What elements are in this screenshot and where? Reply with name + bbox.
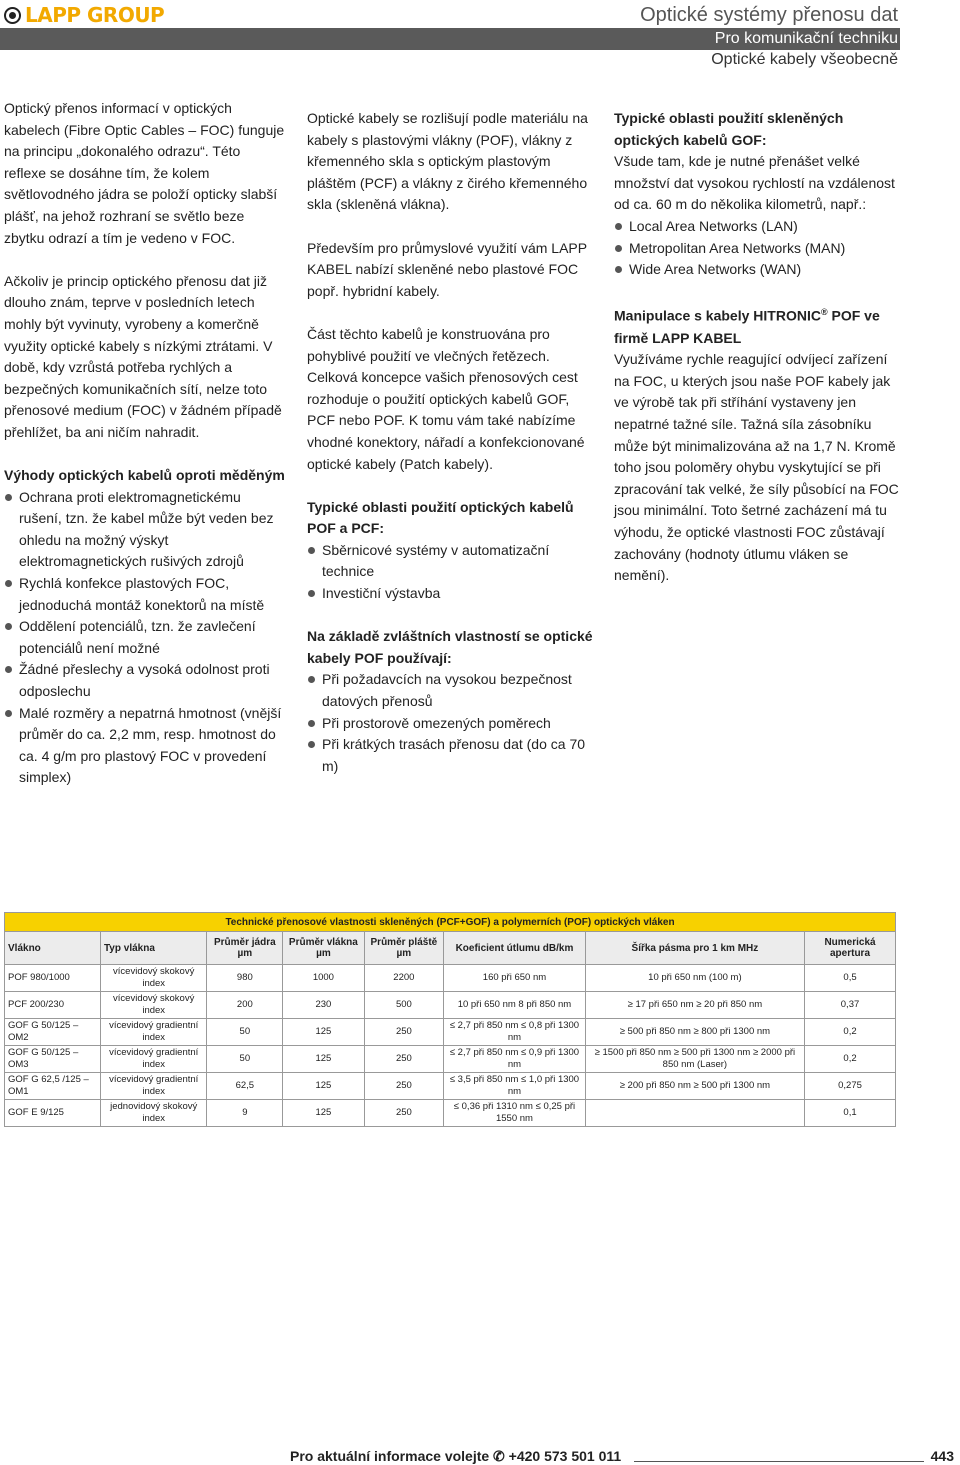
properties-table bbox=[4, 912, 896, 1127]
page-number: 443 bbox=[930, 1448, 954, 1464]
list-item: Metropolitan Area Networks (MAN) bbox=[614, 238, 900, 260]
section-heading: Typické oblasti použití skleněných optických kabelů GOF: bbox=[614, 110, 844, 148]
heading-part: Manipulace s kabely HITRONIC bbox=[614, 308, 821, 324]
table-cell: vícevidový gradientní index bbox=[100, 1019, 207, 1046]
table-cell: 160 při 650 nm bbox=[444, 965, 586, 992]
table-cell: POF 980/1000 bbox=[5, 965, 101, 992]
table-row bbox=[5, 1073, 896, 1100]
table-cell: 125 bbox=[283, 1019, 364, 1046]
table-cell: jednovidový skokový index bbox=[100, 1100, 207, 1127]
bullet-list bbox=[307, 669, 597, 777]
table-cell: 1000 bbox=[283, 965, 364, 992]
table-title: Technické přenosové vlastnosti skleněných (PCF+GOF) a polymerních (POF) optických vláken bbox=[5, 913, 896, 932]
paragraph: Optické kabely se rozlišují podle materiálu na kabely s plastovými vlákny (POF), vlákny z křemenného skla s optickým plastovým pláštěm (PCF) a vlákny z čirého křemenného skla (skleněná vlákna). bbox=[307, 110, 588, 213]
table-cell: vícevidový skokový index bbox=[100, 992, 207, 1019]
list-item: Žádné přeslechy a vysoká odolnost proti odposlechu bbox=[4, 659, 286, 702]
table-cell: 10 při 650 nm 8 při 850 nm bbox=[444, 992, 586, 1019]
bullet-list bbox=[307, 540, 597, 605]
paragraph: Ačkoliv je princip optického přenosu dat již dlouho znám, teprve v posledních letech mohly být vyvinuty, vyrobeny a komerčně využity optické kabely s nízkými ztrátami. V době, kdy vzrůstá potřeba rychlých a bezpečných komunikačních sítí, nelze toto přenosové medium (FOC) v žádném případě přehlížet, ba ani ničím nahradit. bbox=[4, 272, 282, 440]
table-cell: 0,275 bbox=[805, 1073, 896, 1100]
page-subtitle: Pro komunikační techniku bbox=[714, 30, 898, 47]
table-row bbox=[5, 1046, 896, 1073]
table-cell: 230 bbox=[283, 992, 364, 1019]
table-row bbox=[5, 1019, 896, 1046]
table-cell: ≤ 0,36 při 1310 nm ≤ 0,25 při 1550 nm bbox=[444, 1100, 586, 1127]
list-item: Při požadavcích na vysokou bezpečnost datových přenosů bbox=[307, 669, 597, 712]
table-row bbox=[5, 965, 896, 992]
lapp-group-logo bbox=[4, 3, 164, 27]
table-cell bbox=[585, 1100, 804, 1127]
list-item: Investiční výstavba bbox=[307, 583, 597, 605]
column-header: Vlákno bbox=[5, 932, 101, 965]
section-heading: Na základě zvláštních vlastností se optické kabely POF používají: bbox=[307, 628, 593, 666]
table-cell: 0,5 bbox=[805, 965, 896, 992]
column-left bbox=[4, 98, 286, 811]
list-item: Local Area Networks (LAN) bbox=[614, 216, 900, 238]
column-middle bbox=[307, 108, 597, 799]
table-cell: 980 bbox=[207, 965, 283, 992]
logo-icon bbox=[4, 7, 21, 24]
table-cell: 0,2 bbox=[805, 1046, 896, 1073]
table-cell: ≥ 200 při 850 nm ≥ 500 při 1300 nm bbox=[585, 1073, 804, 1100]
table-cell: ≤ 2,7 při 850 nm ≤ 0,9 při 1300 nm bbox=[444, 1046, 586, 1073]
list-item: Rychlá konfekce plastových FOC, jednoduchá montáž konektorů na místě bbox=[4, 573, 286, 616]
table-cell: 125 bbox=[283, 1100, 364, 1127]
table-row bbox=[5, 1100, 896, 1127]
table-cell: ≥ 500 při 850 nm ≥ 800 při 1300 nm bbox=[585, 1019, 804, 1046]
list-item: Při prostorově omezených poměrech bbox=[307, 713, 597, 735]
footer-divider bbox=[634, 1461, 924, 1462]
registered-mark: ® bbox=[820, 307, 828, 318]
bullet-list bbox=[614, 216, 900, 281]
section-heading: Výhody optických kabelů oproti měděným bbox=[4, 467, 285, 484]
table-cell: ≥ 17 při 650 nm ≥ 20 při 850 nm bbox=[585, 992, 804, 1019]
section-heading: Typické oblasti použití optických kabelů POF a PCF: bbox=[307, 498, 574, 537]
column-header: Šířka pásma pro 1 km MHz bbox=[585, 932, 804, 965]
column-right bbox=[614, 108, 900, 587]
table-cell: 500 bbox=[364, 992, 444, 1019]
paragraph: Část těchto kabelů je konstruována pro pohyblivé použití ve vlečných řetězech. Celková koncepce vašich přenosových cest rozhoduje o použití optických kabelů GOF, PCF nebo POF. K tomu vám také nabízíme vhodné konektory, nářadí a konfekcionované optické kabely (Patch kabely). bbox=[307, 325, 585, 472]
paragraph: Optický přenos informací v optických kabelech (Fibre Optic Cables – FOC) funguje na principu „dokonalého odrazu“. Této reflexe se dosáhne tím, že kolem světlovodného jádra se položí opticky slabší plášť, na jehož rozhraní se světlo beze zbytku odrazí a tím je vedeno v FOC. bbox=[4, 100, 285, 246]
page-footer bbox=[0, 1445, 960, 1465]
table-cell: ≥ 1500 při 850 nm ≥ 500 při 1300 nm ≥ 2000 při 850 nm (Laser) bbox=[585, 1046, 804, 1073]
logo-text: LAPP GROUP bbox=[25, 3, 165, 27]
column-header: Průměr pláště µm bbox=[364, 932, 444, 965]
page-header bbox=[0, 0, 960, 80]
table-cell: 50 bbox=[207, 1019, 283, 1046]
table-cell: GOF G 62,5 /125 – OM1 bbox=[5, 1073, 101, 1100]
list-item: Při krátkých trasách přenosu dat (do ca 70 m) bbox=[307, 734, 597, 777]
column-header: Průměr jádra µm bbox=[207, 932, 283, 965]
list-item: Wide Area Networks (WAN) bbox=[614, 259, 900, 281]
table-cell: 62,5 bbox=[207, 1073, 283, 1100]
table-cell: 50 bbox=[207, 1046, 283, 1073]
list-item: Oddělení potenciálů, tzn. že zavlečení potenciálů není možné bbox=[4, 616, 286, 659]
page-subtitle-secondary: Optické kabely všeobecně bbox=[711, 51, 898, 68]
table-cell: GOF E 9/125 bbox=[5, 1100, 101, 1127]
table-cell: 250 bbox=[364, 1019, 444, 1046]
list-item: Ochrana proti elektromagnetickému rušení, tzn. že kabel může být veden bez ohledu na možný výskyt elektromagnetických rušivých zdrojů bbox=[4, 487, 286, 573]
table-cell: 0,2 bbox=[805, 1019, 896, 1046]
table-cell: 125 bbox=[283, 1046, 364, 1073]
footer-contact: Pro aktuální informace volejte ✆ +420 573 501 011 bbox=[290, 1448, 622, 1464]
column-header: Typ vlákna bbox=[100, 932, 207, 965]
table-cell: 250 bbox=[364, 1100, 444, 1127]
paragraph: Využíváme rychle reagující odvíjecí zařízení na FOC, u kterých jsou naše POF kabely jak ve výrobě tak při stříhání vystaveny jen nepatrné tažné síle. Tažná síla zásobníku může být minimalizována až na 1,7 N. Kromě toho jsou poloměry ohybu vyskytující se při zpracování tak velké, že síly působící na FOC jsou minimální. Toto šetrné zacházení má tu výhodu, že optické vlastnosti FOC zůstávají zachovány (hodnoty útlumu vláken se nemění). bbox=[614, 351, 899, 584]
table-cell: 250 bbox=[364, 1073, 444, 1100]
list-item: Sběrnicové systémy v automatizační technice bbox=[307, 540, 597, 583]
table-cell: GOF G 50/125 – OM2 bbox=[5, 1019, 101, 1046]
paragraph: Především pro průmyslové využití vám LAPP KABEL nabízí skleněné nebo plastové FOC popř. hybridní kabely. bbox=[307, 239, 587, 299]
page-title: Optické systémy přenosu dat bbox=[640, 4, 898, 26]
table-cell: vícevidový skokový index bbox=[100, 965, 207, 992]
table-cell: GOF G 50/125 – OM3 bbox=[5, 1046, 101, 1073]
list-item: Malé rozměry a nepatrná hmotnost (vnější průměr do ca. 2,2 mm, resp. hmotnost do ca. 4 g/m pro plastový FOC v provedení simplex) bbox=[4, 703, 286, 789]
table-cell: 125 bbox=[283, 1073, 364, 1100]
column-header: Průměr vlákna µm bbox=[283, 932, 364, 965]
table-cell: 250 bbox=[364, 1046, 444, 1073]
table-header-row bbox=[5, 932, 896, 965]
column-header: Numerická apertura bbox=[805, 932, 896, 965]
heading-part: POF ve firmě LAPP KABEL bbox=[614, 308, 880, 346]
paragraph: Všude tam, kde je nutné přenášet velké množství dat vysokou rychlostí na vzdálenost od ca. 60 m do několika kilometrů, např.: bbox=[614, 153, 895, 213]
table-row bbox=[5, 992, 896, 1019]
column-header: Koeficient útlumu dB/km bbox=[444, 932, 586, 965]
table-cell: vícevidový gradientní index bbox=[100, 1046, 207, 1073]
section-heading bbox=[614, 302, 900, 349]
table-cell: 2200 bbox=[364, 965, 444, 992]
table-cell: 0,1 bbox=[805, 1100, 896, 1127]
table-cell: ≤ 2,7 při 850 nm ≤ 0,8 při 1300 nm bbox=[444, 1019, 586, 1046]
table-cell: 9 bbox=[207, 1100, 283, 1127]
table-cell: 10 při 650 nm (100 m) bbox=[585, 965, 804, 992]
table-cell: vícevidový gradientní index bbox=[100, 1073, 207, 1100]
table-cell: 0,37 bbox=[805, 992, 896, 1019]
table-cell: PCF 200/230 bbox=[5, 992, 101, 1019]
table-cell: ≤ 3,5 při 850 nm ≤ 1,0 při 1300 nm bbox=[444, 1073, 586, 1100]
bullet-list bbox=[4, 487, 286, 789]
table-cell: 200 bbox=[207, 992, 283, 1019]
